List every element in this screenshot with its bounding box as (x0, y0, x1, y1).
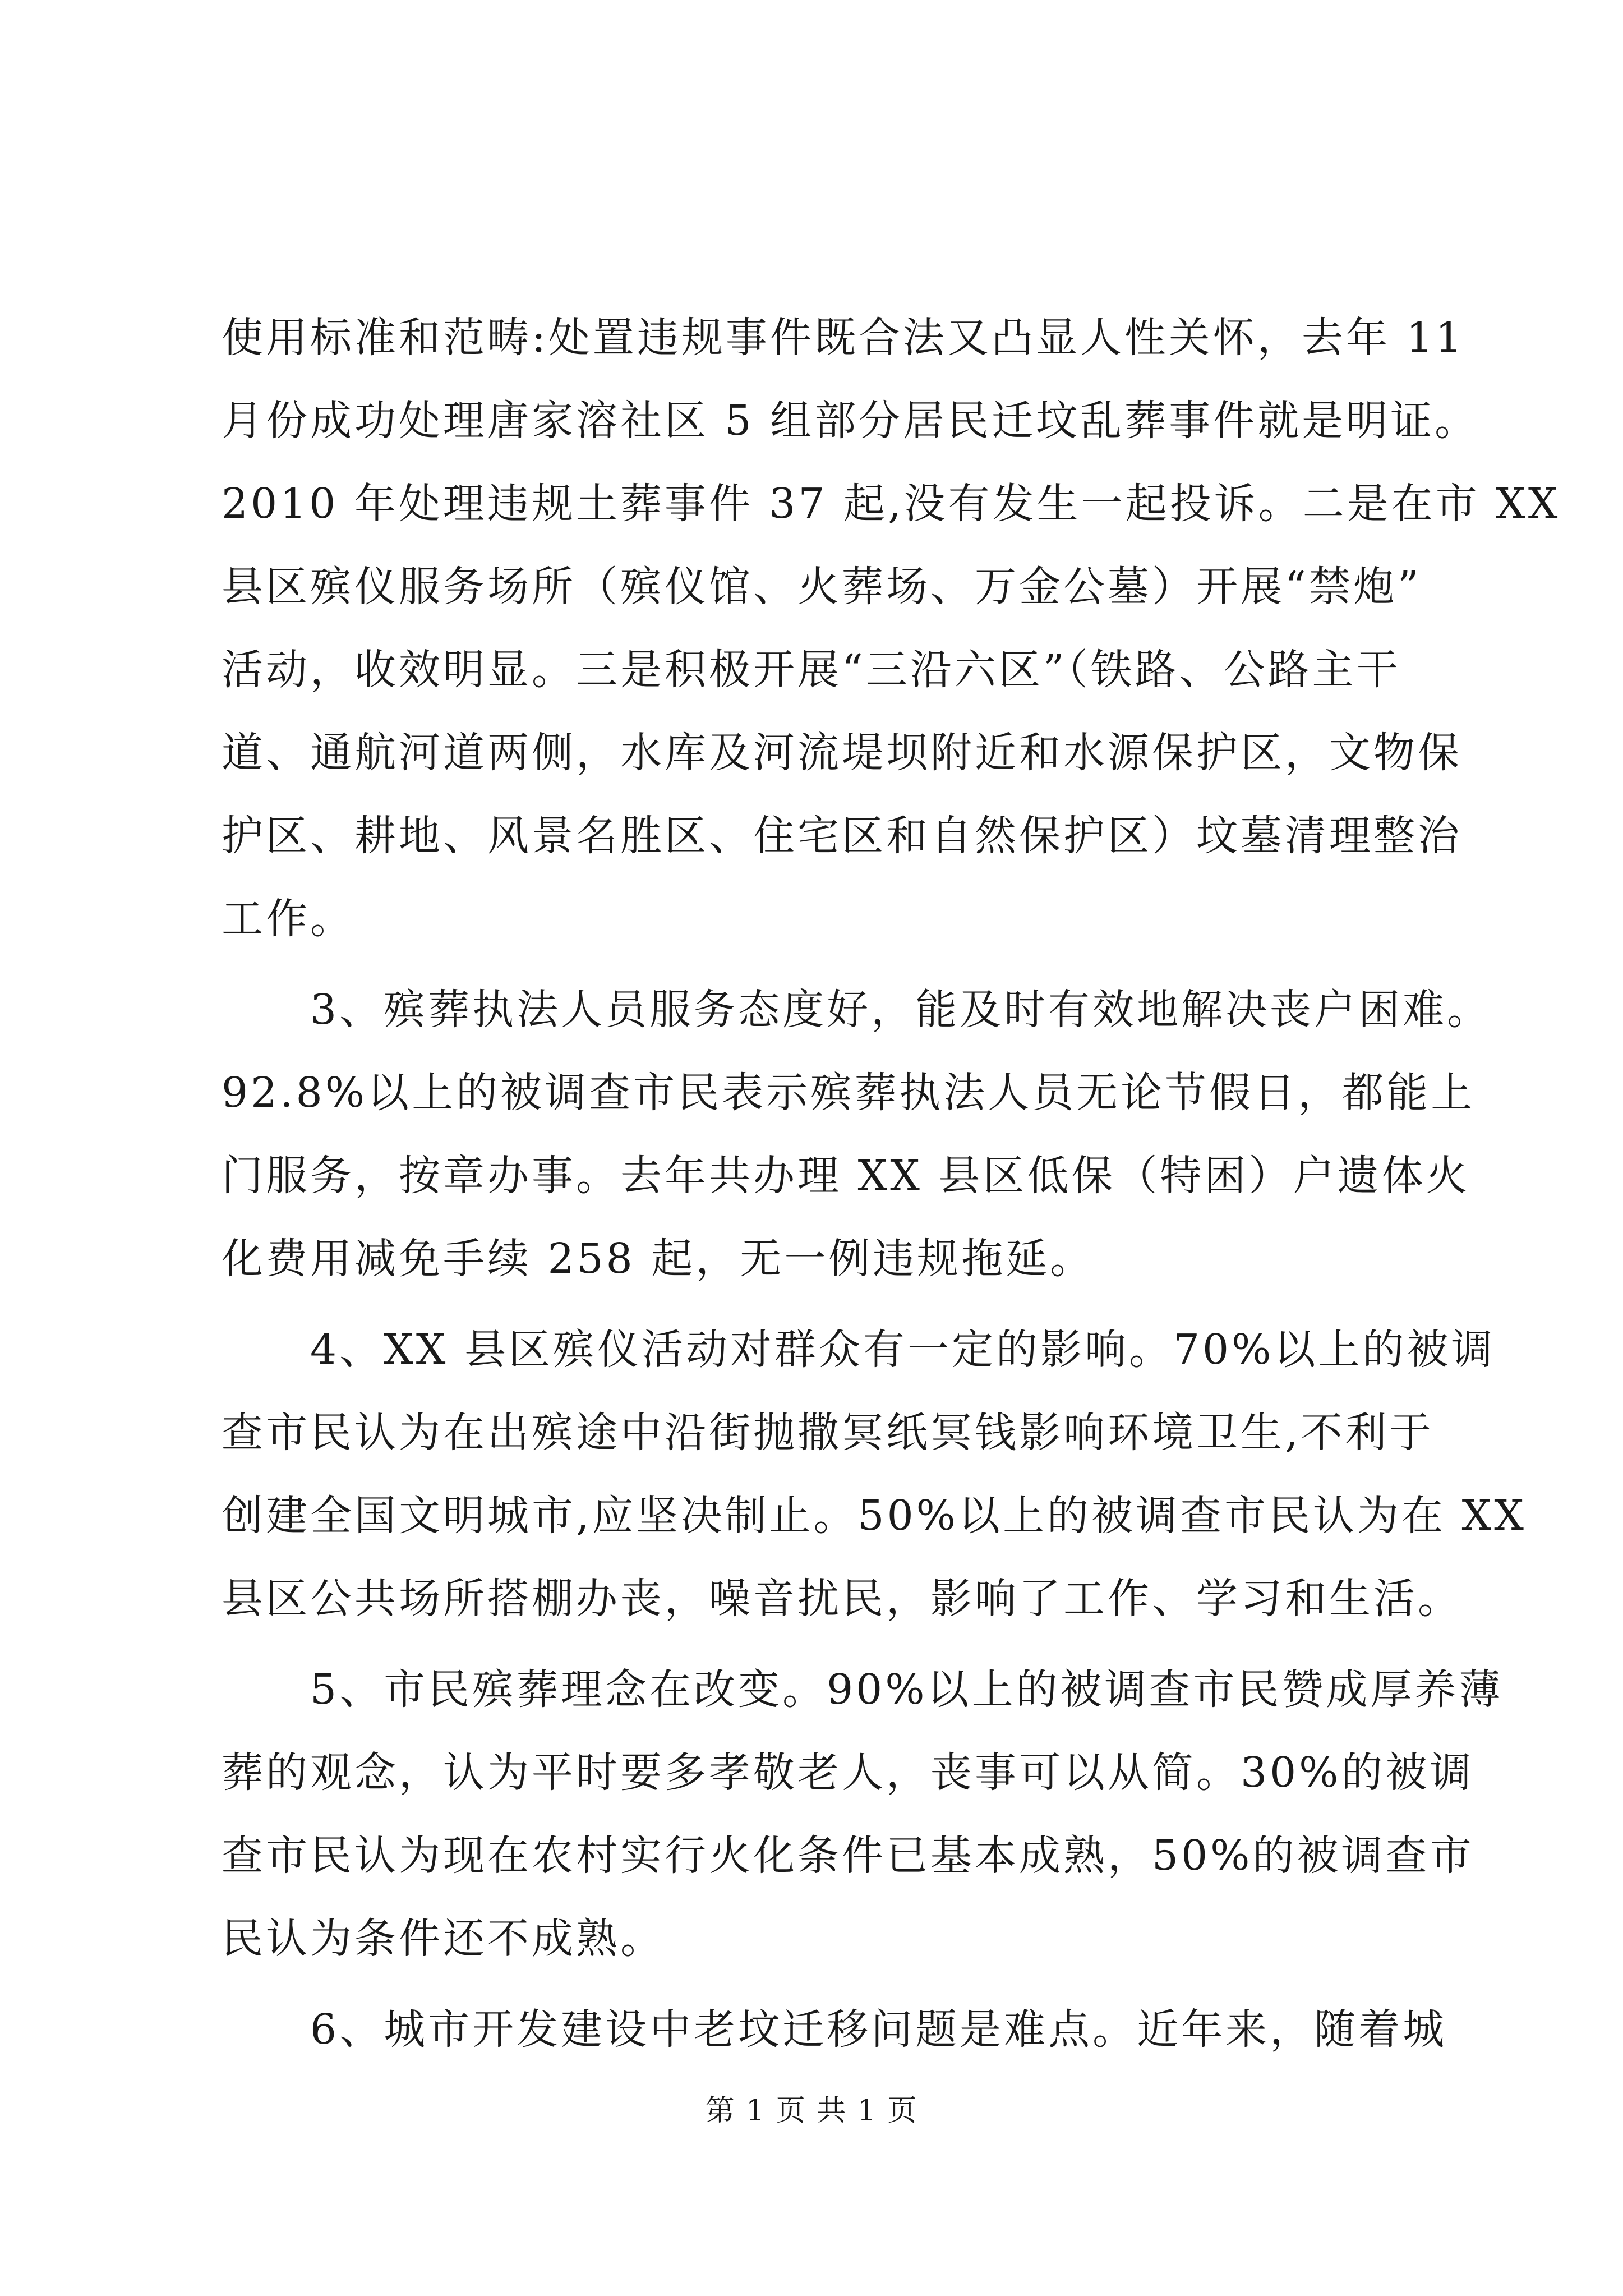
text-line: 葬的观念，认为平时要多孝敬老人，丧事可以从简。30%的被调 (222, 1749, 1474, 1797)
text-line: 县区殡仪服务场所（殡仪馆、火葬场、万金公墓）开展“禁炮” (222, 563, 1422, 611)
text-line: 3、殡葬执法人员服务态度好，能及时有效地解决丧户困难。 (310, 986, 1492, 1034)
text-line: 护区、耕地、风景名胜区、住宅区和自然保护区）坟墓清理整治 (222, 812, 1462, 860)
text-line: 查市民认为在出殡途中沿街抛撒冥纸冥钱影响环境卫生,不利于 (222, 1409, 1434, 1457)
text-line: 道、通航河道两侧，水库及河流堤坝附近和水源保护区，文物保 (222, 729, 1462, 777)
text-line: 4、XX 县区殡仪活动对群众有一定的影响。70%以上的被调 (310, 1326, 1496, 1374)
paragraph-3 (222, 1308, 1527, 1640)
text-line: 6、城市开发建设中老坟迁移问题是难点。近年来，随着城 (310, 2005, 1447, 2054)
paragraph-gap (222, 1640, 1433, 1648)
paragraph-5 (222, 1988, 1447, 2071)
paragraph-2 (222, 968, 1492, 1300)
text-line: 92.8%以上的被调查市民表示殡葬执法人员无论节假日，都能上 (222, 1069, 1476, 1117)
text-line: 月份成功处理唐家溶社区 5 组部分居民迁坟乱葬事件就是明证。 (222, 397, 1479, 445)
text-line: 5、市民殡葬理念在改变。90%以上的被调查市民赞成厚养薄 (310, 1665, 1504, 1714)
text-line: 创建全国文明城市,应坚决制止。50%以上的被调查市民认为在 XX (222, 1492, 1527, 1540)
page-number-label: 第 1 页 共 1 页 (705, 2094, 918, 2128)
paragraph-1 (222, 296, 1561, 960)
text-line: 民认为条件还不成熟。 (222, 1915, 665, 1963)
paragraph-gap (222, 1980, 1433, 1988)
text-line: 县区公共场所搭棚办丧，噪音扰民，影响了工作、学习和生活。 (222, 1575, 1462, 1623)
text-line: 化费用减免手续 258 起，无一例违规拖延。 (222, 1235, 1095, 1283)
text-line: 查市民认为现在农村实行火化条件已基本成熟，50%的被调查市 (222, 1832, 1474, 1880)
text-line: 工作。 (222, 895, 354, 943)
paragraph-gap (222, 1300, 1433, 1308)
paragraph-gap (222, 960, 1433, 968)
page-footer (0, 2087, 1623, 2129)
text-line: 门服务，按章办事。去年共办理 XX 县区低保（特困）户遗体火 (222, 1152, 1470, 1200)
text-line: 2010 年处理违规土葬事件 37 起,没有发生一起投诉。二是在市 XX (222, 480, 1561, 528)
document-body (222, 296, 1561, 2071)
text-line: 活动，收效明显。三是积极开展“三沿六区”（铁路、公路主干 (222, 646, 1401, 694)
text-line: 使用标准和范畴:处置违规事件既合法又凸显人性关怀，去年 11 (222, 314, 1465, 362)
paragraph-4 (222, 1648, 1504, 1980)
